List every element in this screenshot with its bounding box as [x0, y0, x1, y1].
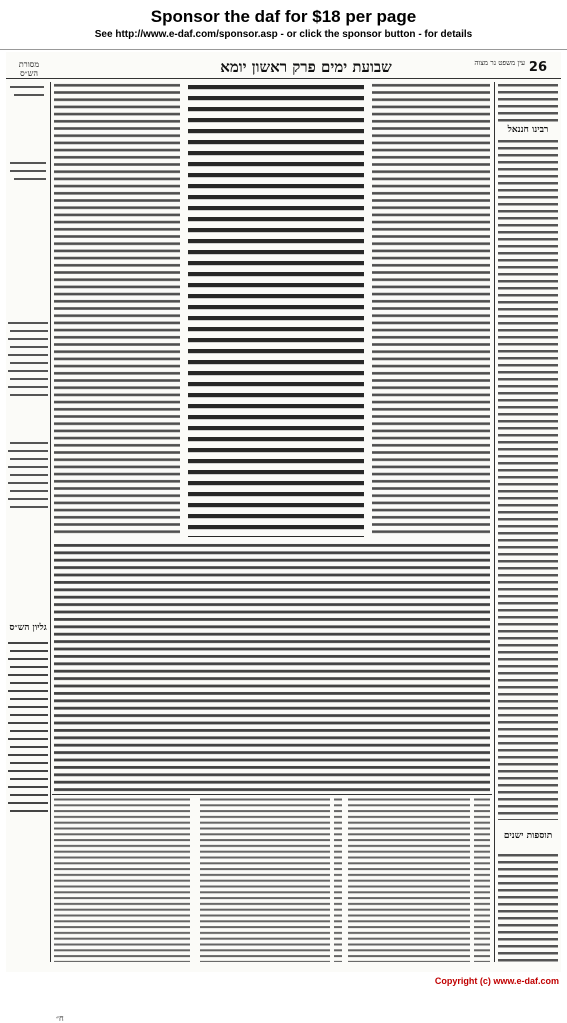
footnotes-text-lines	[52, 797, 492, 962]
rashi-column	[370, 82, 492, 537]
column-divider	[50, 82, 51, 962]
column-divider	[52, 794, 492, 795]
rabbeinu-chananel-heading: רבינו חננאל	[496, 124, 560, 135]
sponsor-subtitle[interactable]: See http://www.e-daf.com/sponsor.asp - or click the sponsor button - for details	[94, 29, 473, 40]
lower-commentary-block	[52, 542, 492, 792]
folio-mark: ח״	[56, 1014, 64, 1023]
copyright-link[interactable]: Copyright (c) www.e-daf.com	[434, 976, 559, 986]
left-margin-column	[6, 82, 50, 962]
tosafot-text-lines	[52, 82, 182, 537]
left-margin-text-block	[6, 82, 50, 962]
ein-mishpat-label: עין משפט נר מצוה	[474, 59, 525, 67]
sponsor-title[interactable]: Sponsor the daf for $18 per page	[150, 7, 417, 26]
gemara-text-lines	[186, 82, 366, 537]
gemara-column	[186, 82, 366, 537]
footnotes-block	[52, 797, 492, 962]
page-title: שבועת ימים פרק ראשון יומא	[220, 58, 392, 76]
tosafot-column	[52, 82, 182, 537]
tosafot-yeshanim-heading: תוספות ישנים	[496, 830, 560, 841]
sponsor-banner[interactable]	[0, 0, 567, 50]
rabbeinu-chananel-column	[496, 82, 560, 962]
page-number: 26	[528, 60, 547, 75]
page-header	[6, 58, 561, 79]
column-divider	[494, 82, 495, 962]
lower-commentary-text-lines	[52, 542, 492, 792]
masoret-hashas-label: מסורת הש״ס	[18, 60, 40, 78]
gilyon-hashas-heading: גליון הש״ס	[9, 623, 47, 633]
rashi-text-lines	[370, 82, 492, 537]
